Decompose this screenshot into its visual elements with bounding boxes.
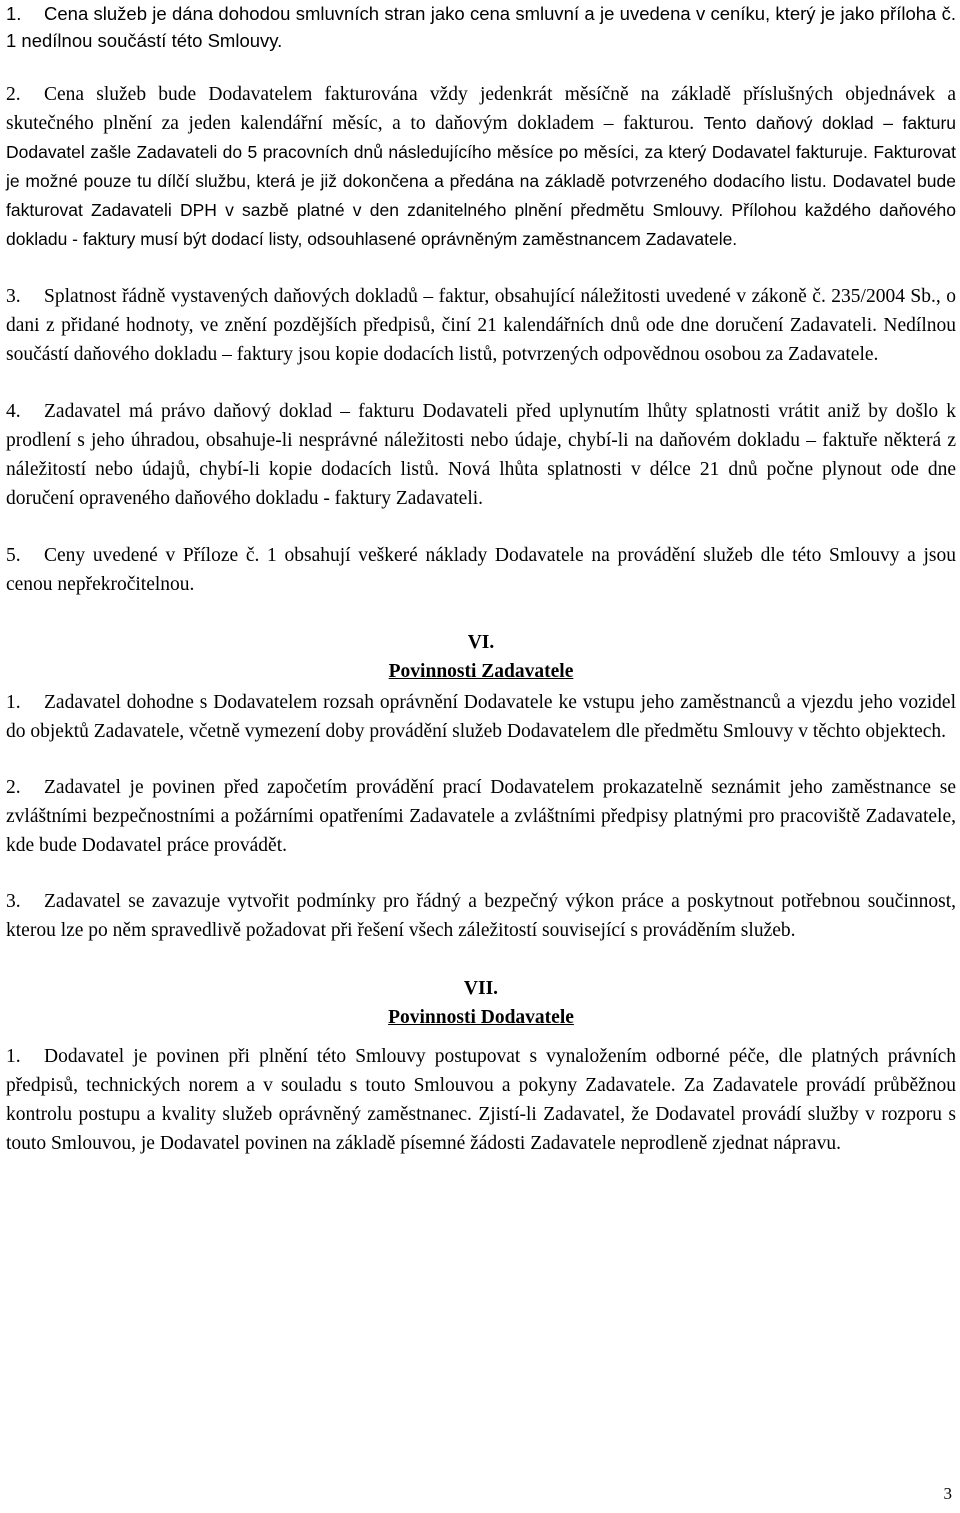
item-number: 1. (6, 1046, 21, 1067)
section-vi-item-3 (6, 887, 956, 945)
item-number: 2. (6, 777, 21, 798)
paragraph-2 (6, 80, 956, 254)
item-text: Dodavatel je povinen při plnění této Smlouvy postupovat s vynaložením odborné péče, dle platných právních předpisů, technických norem a v souladu s touto Smlouvou a pokyny Zadavatele. Za Zadavatele provádí průběžnou kontrolu postupu a kvality služeb oprávněný zaměstnanec. Zjistí-li Zadavatel, že Dodavatel provádí služby v rozporu s touto Smlouvou, je Dodavatel povinen na základě písemné žádosti Zadavatele neprodleně zjednat nápravu. (6, 1046, 956, 1154)
section-vii-item-1 (6, 1042, 956, 1158)
paragraph-number: 5. (6, 545, 21, 566)
paragraph-1 (6, 0, 956, 54)
paragraph-number: 4. (6, 401, 21, 422)
section-numeral: VII. (463, 978, 499, 999)
paragraph-4 (6, 397, 956, 513)
document-page (6, 0, 956, 1158)
section-heading-vii (6, 974, 956, 1032)
paragraph-text-sans: Tento daňový doklad – fakturu Dodavatel zašle Zadavateli do 5 pracovních dnů následujícího měsíce po měsíci, za který Dodavatel fakturuje. Fakturovat je možné pouze tu dílčí službu, která je již dokončena a předána na základě potvrzeného dodacího listu. Dodavatel bude fakturovat Zadavateli DPH v sazbě platné v den zdanitelného plnění předmětu Smlouvy. Přílohou každého daňového dokladu - faktury musí být dodací listy, odsouhlasené oprávněným zaměstnancem Zadavatele. (6, 113, 957, 249)
section-heading-vi (6, 628, 956, 686)
item-text: Zadavatel dohodne s Dodavatelem rozsah oprávnění Dodavatele ke vstupu jeho zaměstnanců a vjezdu jeho vozidel do objektů Zadavatele, včetně vymezení doby provádění služeb Dodavatelem dle předmětu Smlouvy v těchto objektech. (6, 692, 956, 742)
item-number: 3. (6, 891, 21, 912)
section-vi-item-2 (6, 773, 956, 860)
section-title: Povinnosti Zadavatele (388, 661, 574, 682)
item-text: Zadavatel se zavazuje vytvořit podmínky pro řádný a bezpečný výkon práce a poskytnout potřebnou součinnost, kterou lze po něm spravedlivě požadovat při řešení všech záležitostí související s prováděním služeb. (6, 891, 956, 941)
section-vi-item-1 (6, 688, 956, 746)
paragraph-text: Cena služeb je dána dohodou smluvních stran jako cena smluvní a je uvedena v ceníku, který je jako příloha č. 1 nedílnou součástí této Smlouvy. (6, 3, 956, 51)
section-title: Povinnosti Dodavatele (388, 1007, 574, 1028)
paragraph-number: 3. (6, 286, 21, 307)
item-number: 1. (6, 692, 21, 713)
paragraph-text: Splatnost řádně vystavených daňových dokladů – faktur, obsahující náležitosti uvedené v zákoně č. 235/2004 Sb., o dani z přidané hodnoty, ve znění pozdějších předpisů, činí 21 kalendářních dnů ode dne doručení Zadavateli. Nedílnou součástí daňového dokladu – faktury jsou kopie dodacích listů, potvrzených odpovědnou osobou za Zadavatele. (6, 286, 956, 365)
paragraph-3 (6, 282, 956, 369)
paragraph-number: 2. (6, 84, 21, 105)
paragraph-text-serif: Cena služeb bude Dodavatelem fakturována vždy jedenkrát měsíčně na základě příslušných objednávek a skutečného plnění za jeden kalendářní měsíc, a to daňovým dokladem – fakturou. (6, 84, 956, 134)
paragraph-number: 1. (6, 3, 22, 24)
page-number: 3 (943, 1484, 952, 1503)
paragraph-text: Zadavatel má právo daňový doklad – fakturu Dodavateli před uplynutím lhůty splatnosti vrátit aniž by došlo k prodlení s jeho úhradou, obsahuje-li nesprávné náležitosti nebo údaje, chybí-li na daňovém dokladu – faktuře některá z náležitostí nebo údajů, chybí-li kopie dodacích listů. Nová lhůta splatnosti v délce 21 dnů počne plynout ode dne doručení opraveného daňového dokladu - faktury Zadavateli. (6, 401, 956, 509)
section-numeral: VI. (467, 632, 495, 653)
item-text: Zadavatel je povinen před započetím provádění prací Dodavatelem prokazatelně seznámit jeho zaměstnance se zvláštními bezpečnostními a požárními opatřeními Zadavatele a zvláštními předpisy platnými pro pracoviště Zadavatele, kde bude Dodavatel práce provádět. (6, 777, 956, 856)
paragraph-text: Ceny uvedené v Příloze č. 1 obsahují veškeré náklady Dodavatele na provádění služeb dle této Smlouvy a jsou cenou nepřekročitelnou. (6, 545, 956, 595)
paragraph-5 (6, 541, 956, 599)
